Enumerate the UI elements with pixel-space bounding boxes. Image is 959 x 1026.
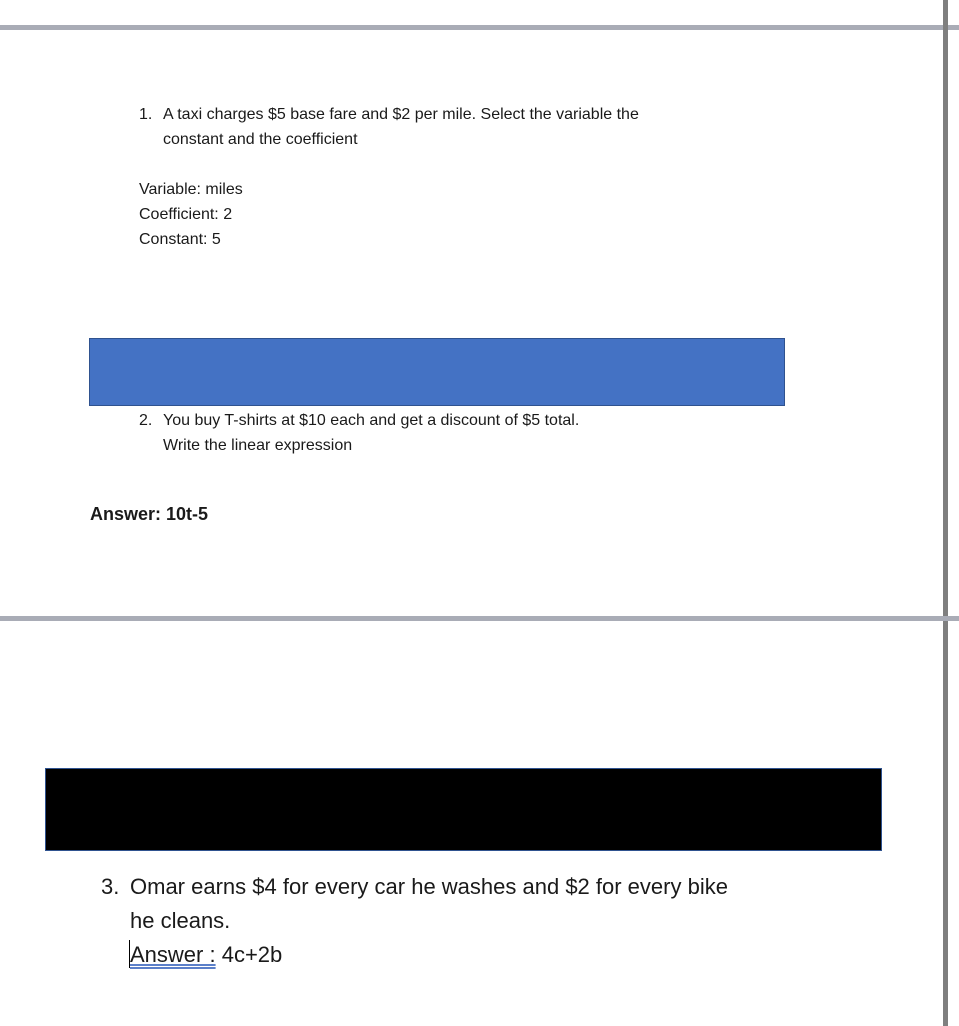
- right-scroll-edge[interactable]: [943, 0, 948, 1026]
- black-rectangle-shape[interactable]: [45, 768, 882, 851]
- page-break-middle: [0, 616, 959, 621]
- answer-1-constant: Constant: 5: [139, 231, 221, 248]
- answer-3[interactable]: [130, 938, 282, 972]
- question-2-line-2: Write the linear expression: [163, 437, 353, 454]
- question-2-text: [163, 408, 579, 458]
- question-3-line-2: he cleans.: [130, 908, 231, 933]
- question-3-number: 3.: [101, 874, 120, 899]
- question-2-line-1: You buy T-shirts at $10 each and get a discount of $5 total.: [163, 412, 580, 429]
- answer-3-label: Answer :: [130, 942, 216, 967]
- text-cursor: [129, 940, 130, 968]
- answer-2: Answer: 10t-5: [90, 504, 209, 524]
- question-2: [139, 408, 579, 458]
- answer-1-coefficient: Coefficient: 2: [139, 206, 233, 223]
- question-1: [139, 102, 639, 152]
- question-3: [101, 870, 728, 938]
- question-1-line-1: A taxi charges $5 base fare and $2 per mile. Select the variable the: [163, 106, 639, 123]
- question-3-line-1: Omar earns $4 for every car he washes and $2 for every bike: [130, 874, 728, 899]
- answer-3-value: 4c+2b: [215, 942, 283, 967]
- question-3-text: [130, 870, 728, 938]
- question-1-text: [163, 102, 639, 152]
- answer-1-variable: Variable: miles: [139, 181, 243, 198]
- blue-rectangle-shape[interactable]: [89, 338, 785, 406]
- question-1-number: 1.: [139, 106, 153, 123]
- question-2-number: 2.: [139, 412, 153, 429]
- question-1-line-2: constant and the coefficient: [163, 131, 358, 148]
- page-break-top: [0, 25, 959, 30]
